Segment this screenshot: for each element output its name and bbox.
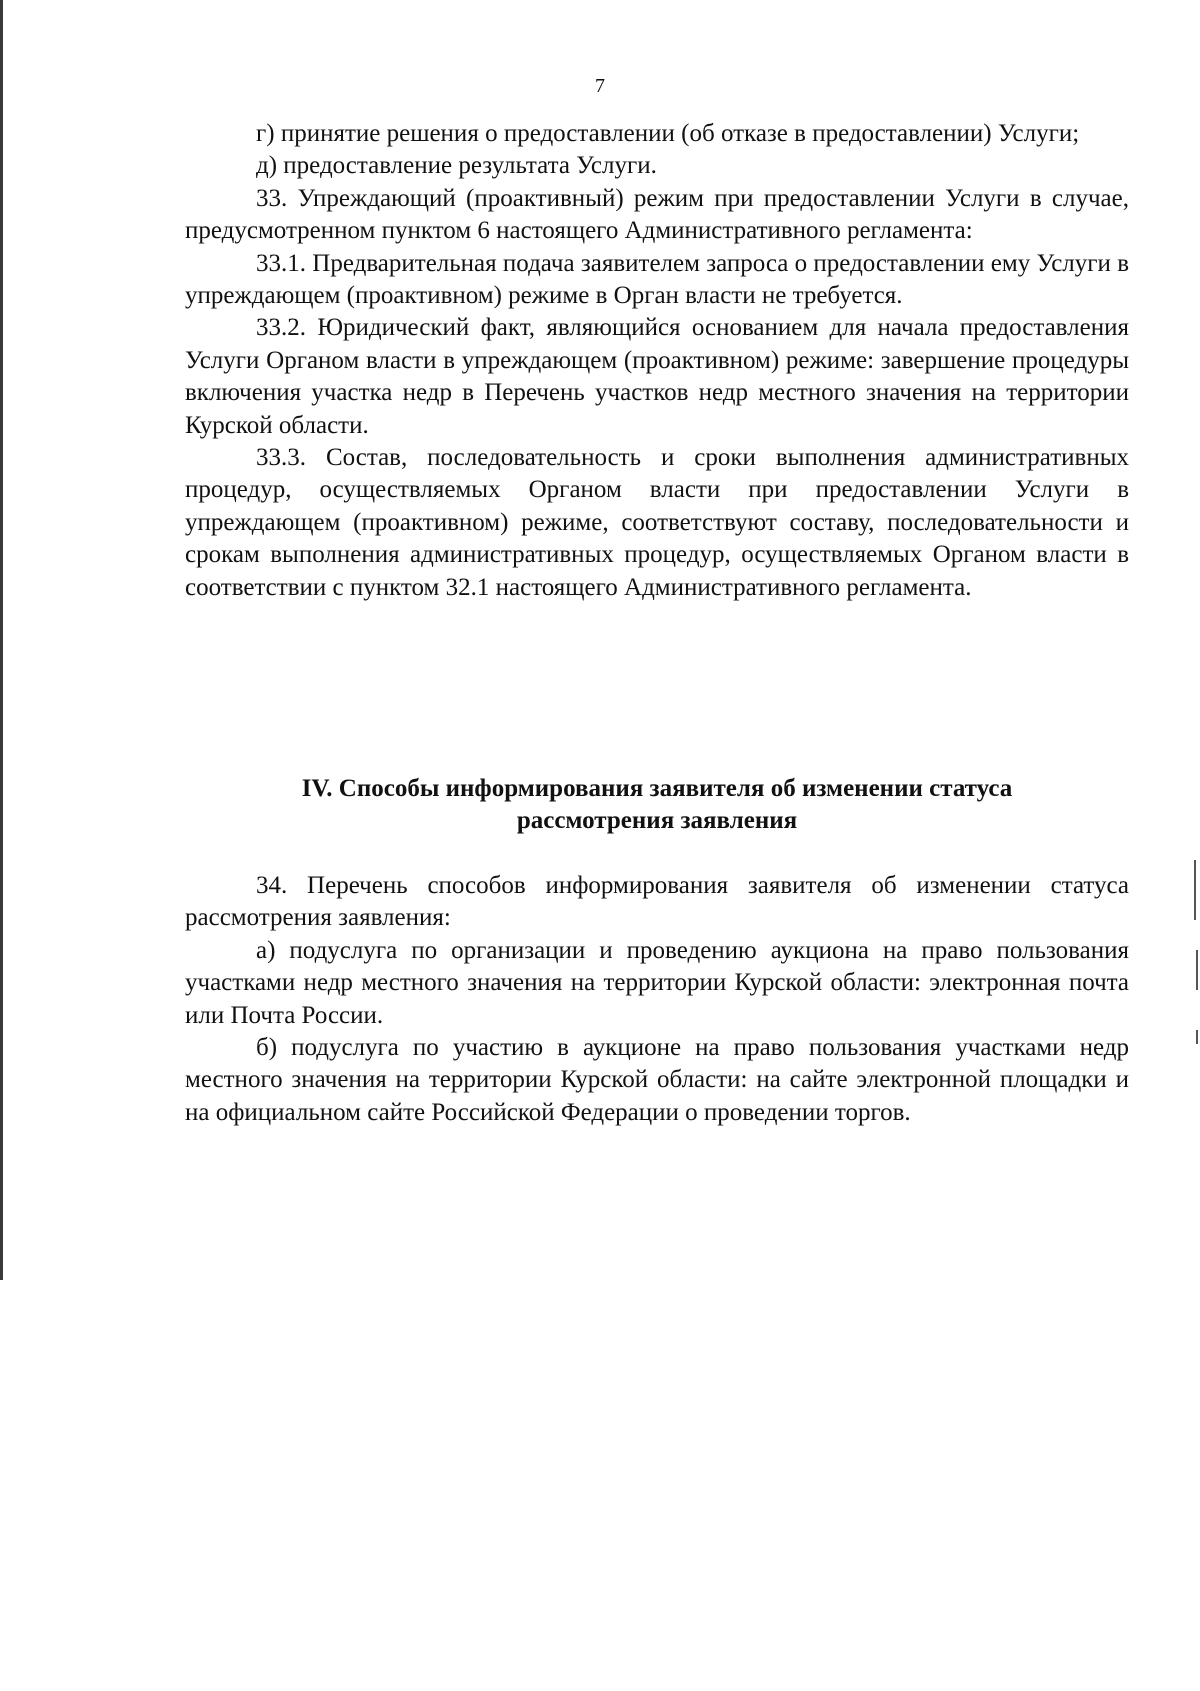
body-text-top [185,118,1129,604]
section-heading [185,773,1129,837]
paragraph-33-2: 33.2. Юридический факт, являющийся основанием для начала предоставления Услуги Органом власти в упреждающем (проактивном) режиме: завершение процедуры включения участка недр в Перечень участков недр местного значения на территории Курской области. [185,314,1129,439]
paragraph-33-3: 33.3. Состав, последовательность и сроки выполнения административных процедур, осуществляемых Органом власти при предоставлении Услуги в упреждающем (проактивном) режиме, соответствуют составу, последовательности и срокам выполнения административных процедур, осуществляемых Органом власти в соответствии с пунктом 32.1 настоящего Административного регламента. [185,444,1129,601]
paragraph-33: 33. Упреждающий (проактивный) режим при предоставлении Услуги в случае, предусмотренном пунктом 6 настоящего Административного регламента: [185,184,1129,245]
section-heading-line-2: рассмотрения заявления [516,807,798,834]
page-number: 7 [595,75,605,97]
scan-mark-right-2 [1196,950,1198,990]
paragraph-34: 34. Перечень способов информирования заявителя об изменении статуса рассмотрения заявления: [185,872,1129,932]
paragraph-a: а) подуслуга по организации и проведению аукциона на право пользования участками недр местного значения на территории Курской области: электронная почта или Почта России. [185,936,1129,1029]
section-heading-line-1: IV. Способы информирования заявителя об изменении статуса [301,775,1013,802]
scan-mark-right-3 [1196,1030,1198,1044]
body-text-bottom [185,870,1129,1129]
scan-mark-right-1 [1194,860,1196,920]
paragraph-b: б) подуслуга по участию в аукционе на право пользования участками недр местного значения на территории Курской области: на сайте электронной площадки и на официальном сайте Российской Федерации о проведении торгов. [185,1034,1129,1126]
scan-edge-left [0,0,3,1280]
paragraph-33-1: 33.1. Предварительная подача заявителем запроса о предоставлении ему Услуги в упреждающем (проактивном) режиме в Орган власти не требуется. [185,249,1129,310]
paragraph-g: г) принятие решения о предоставлении (об отказе в предоставлении) Услуги; [256,120,1080,147]
paragraph-d: д) предоставление результата Услуги. [256,152,657,180]
